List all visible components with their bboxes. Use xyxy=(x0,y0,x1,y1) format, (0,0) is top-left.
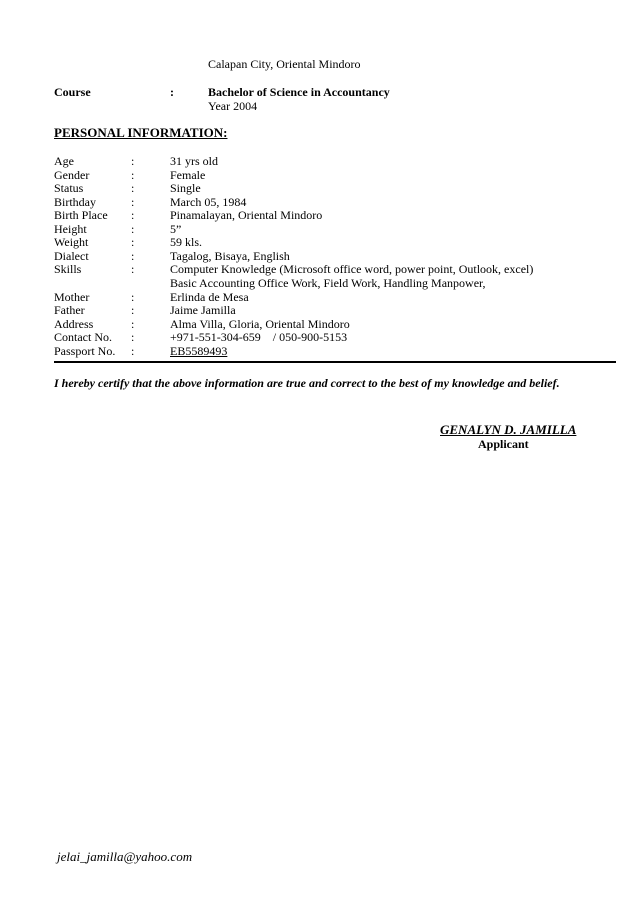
row-colon: : xyxy=(131,168,135,182)
row-value: Pinamalayan, Oriental Mindoro xyxy=(170,208,323,222)
row-label: Address xyxy=(54,317,94,331)
row-value: March 05, 1984 xyxy=(170,195,247,209)
row-passport xyxy=(54,344,614,358)
row-label: Gender xyxy=(54,168,90,182)
row-label: Birthday xyxy=(54,195,96,209)
row-label: Mother xyxy=(54,290,90,304)
row-colon: : xyxy=(131,249,135,263)
row-label: Skills xyxy=(54,262,82,276)
row-label: Father xyxy=(54,303,85,317)
row-colon: : xyxy=(131,181,135,195)
row-birthday xyxy=(54,195,614,209)
row-dialect xyxy=(54,249,614,263)
personal-info-heading: PERSONAL INFORMATION: xyxy=(54,125,228,140)
row-value: Single xyxy=(170,181,201,195)
row-value: +971-551-304-659 / 050-900-5153 xyxy=(170,330,348,344)
row-value: Computer Knowledge (Microsoft office word, power point, Outlook, excel) xyxy=(170,262,534,276)
footer-email: jelai_jamilla@yahoo.com xyxy=(57,849,193,864)
course-year: Year 2004 xyxy=(208,99,258,113)
row-weight xyxy=(54,235,614,249)
row-value: Tagalog, Bisaya, English xyxy=(170,249,290,263)
row-status xyxy=(54,181,614,195)
row-colon: : xyxy=(131,303,135,317)
row-colon: : xyxy=(131,154,135,168)
signature-name: GENALYN D. JAMILLA xyxy=(440,422,577,437)
row-colon: : xyxy=(131,290,135,304)
row-value: Alma Villa, Gloria, Oriental Mindoro xyxy=(170,317,350,331)
row-label: Height xyxy=(54,222,87,236)
signature-title: Applicant xyxy=(478,437,529,451)
row-skills-continued xyxy=(54,276,614,290)
row-gender xyxy=(54,168,614,182)
row-label: Weight xyxy=(54,235,89,249)
row-colon: : xyxy=(131,330,135,344)
course-value: Bachelor of Science in Accountancy xyxy=(208,85,390,99)
row-height xyxy=(54,222,614,236)
row-label: Passport No. xyxy=(54,344,116,358)
row-age xyxy=(54,154,614,168)
row-value: Female xyxy=(170,168,206,182)
row-value: 31 yrs old xyxy=(170,154,218,168)
certification-statement: I hereby certify that the above information are true and correct to the best of my knowledge and belief. xyxy=(54,376,560,390)
section-divider xyxy=(54,361,616,363)
row-colon: : xyxy=(131,195,135,209)
course-colon: : xyxy=(170,85,174,99)
row-contact xyxy=(54,330,614,344)
row-colon: : xyxy=(131,262,135,276)
row-value: 59 kls. xyxy=(170,235,203,249)
row-colon: : xyxy=(131,222,135,236)
row-label: Birth Place xyxy=(54,208,108,222)
row-value: Jaime Jamilla xyxy=(170,303,236,317)
row-value: Erlinda de Mesa xyxy=(170,290,249,304)
row-skills xyxy=(54,262,614,276)
row-value: 5” xyxy=(170,222,182,236)
location-text: Calapan City, Oriental Mindoro xyxy=(208,57,361,71)
row-father xyxy=(54,303,614,317)
course-label: Course xyxy=(54,85,91,99)
row-address xyxy=(54,317,614,331)
row-mother xyxy=(54,290,614,304)
row-birth-place xyxy=(54,208,614,222)
row-label: Dialect xyxy=(54,249,89,263)
row-label: Contact No. xyxy=(54,330,112,344)
row-colon: : xyxy=(131,208,135,222)
row-label: Age xyxy=(54,154,74,168)
row-colon: : xyxy=(131,317,135,331)
row-colon: : xyxy=(131,344,135,358)
row-colon: : xyxy=(131,235,135,249)
row-value: Basic Accounting Office Work, Field Work, Handling Manpower, xyxy=(170,276,486,290)
row-value: EB5589493 xyxy=(170,344,228,358)
row-label: Status xyxy=(54,181,84,195)
